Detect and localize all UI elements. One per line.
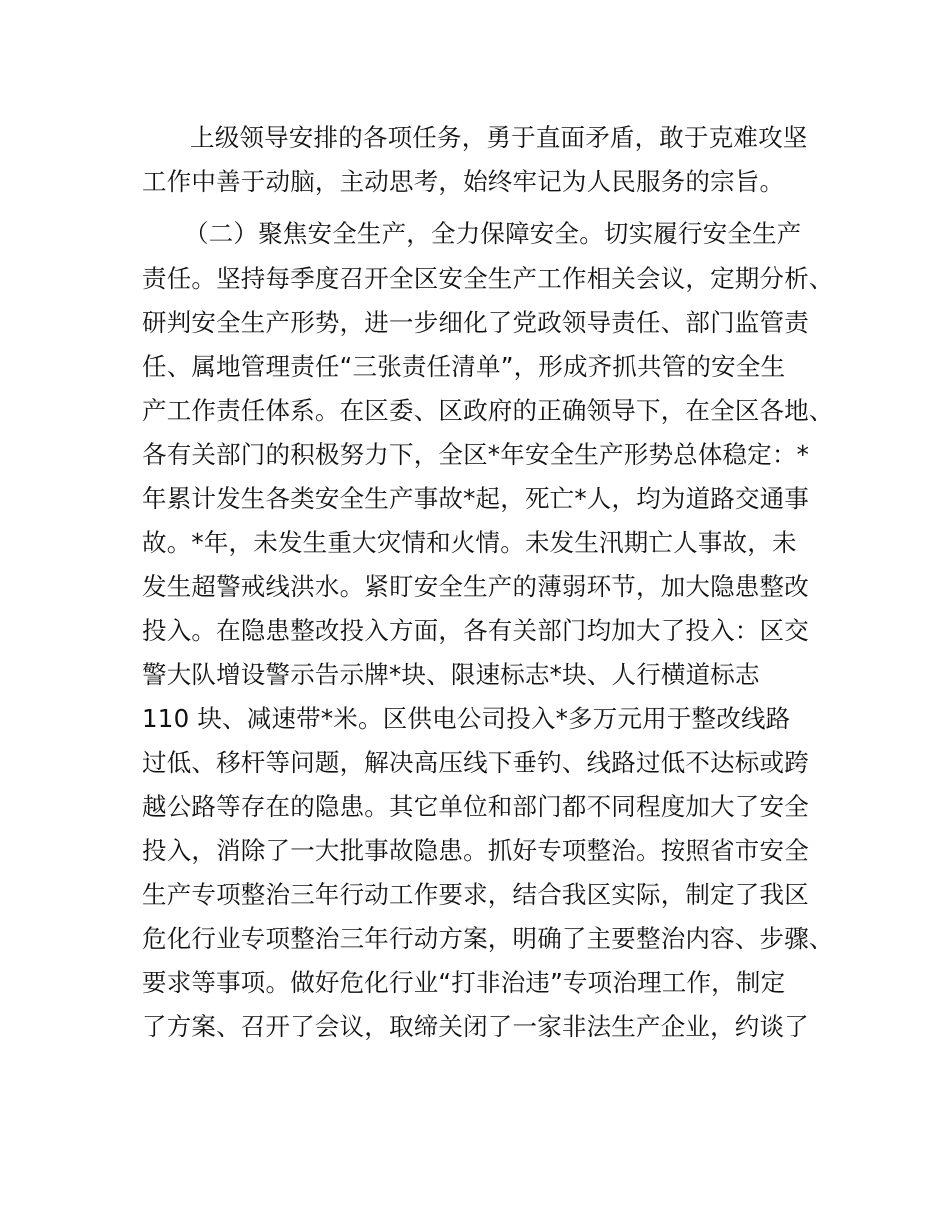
- text-line-5: 研判安全生产形势，进一步细化了党政领导责任、部门监管责: [142, 308, 809, 337]
- text-line-14: 110 块、减速带*米。区供电公司投入*多万元用于整改线路: [142, 704, 791, 733]
- text-line-13: 警大队增设警示告示牌*块、限速标志*块、人行横道标志: [142, 660, 760, 689]
- text-line-12: 投入。在隐患整改投入方面，各有关部门均加大了投入：区交: [142, 616, 809, 645]
- text-line-8: 各有关部门的积极努力下，全区*年安全生产形势总体稳定：*: [142, 440, 810, 469]
- text-line-10: 故。*年，未发生重大灾情和火情。未发生汛期亡人事故，未: [142, 528, 797, 557]
- text-line-9: 年累计发生各类安全生产事故*起，死亡*人，均为道路交通事: [142, 484, 810, 513]
- text-line-1: 上级领导安排的各项任务，勇于直面矛盾，敢于克难攻坚: [190, 123, 808, 152]
- text-line-20: 要求等事项。做好危化行业“打非治违”专项治理工作，制定: [142, 968, 786, 997]
- text-line-16: 越公路等存在的隐患。其它单位和部门都不同程度加大了安全: [142, 792, 809, 821]
- text-line-3: （二）聚焦安全生产，全力保障安全。切实履行安全生产: [184, 219, 802, 248]
- text-line-15: 过低、移杆等问题，解决高压线下垂钓、线路过低不达标或跨: [142, 748, 809, 777]
- text-line-17: 投入，消除了一大批事故隐患。抓好专项整治。按照省市安全: [142, 836, 809, 865]
- text-line-11: 发生超警戒线洪水。紧盯安全生产的薄弱环节，加大隐患整改: [142, 572, 809, 601]
- text-line-21: 了方案、召开了会议，取缔关闭了一家非法生产企业，约谈了: [142, 1012, 809, 1041]
- text-line-7: 产工作责任体系。在区委、区政府的正确领导下，在全区各地、: [142, 396, 834, 425]
- text-line-4: 责任。坚持每季度召开全区安全生产工作相关会议，定期分析、: [142, 264, 834, 293]
- text-line-19: 危化行业专项整治三年行动方案，明确了主要整治内容、步骤、: [142, 924, 834, 953]
- text-line-2: 工作中善于动脑，主动思考，始终牢记为人民服务的宗旨。: [142, 167, 785, 196]
- text-line-18: 生产专项整治三年行动工作要求，结合我区实际，制定了我区: [142, 880, 809, 909]
- text-line-6: 任、属地管理责任“三张责任清单”，形成齐抓共管的安全生: [142, 352, 786, 381]
